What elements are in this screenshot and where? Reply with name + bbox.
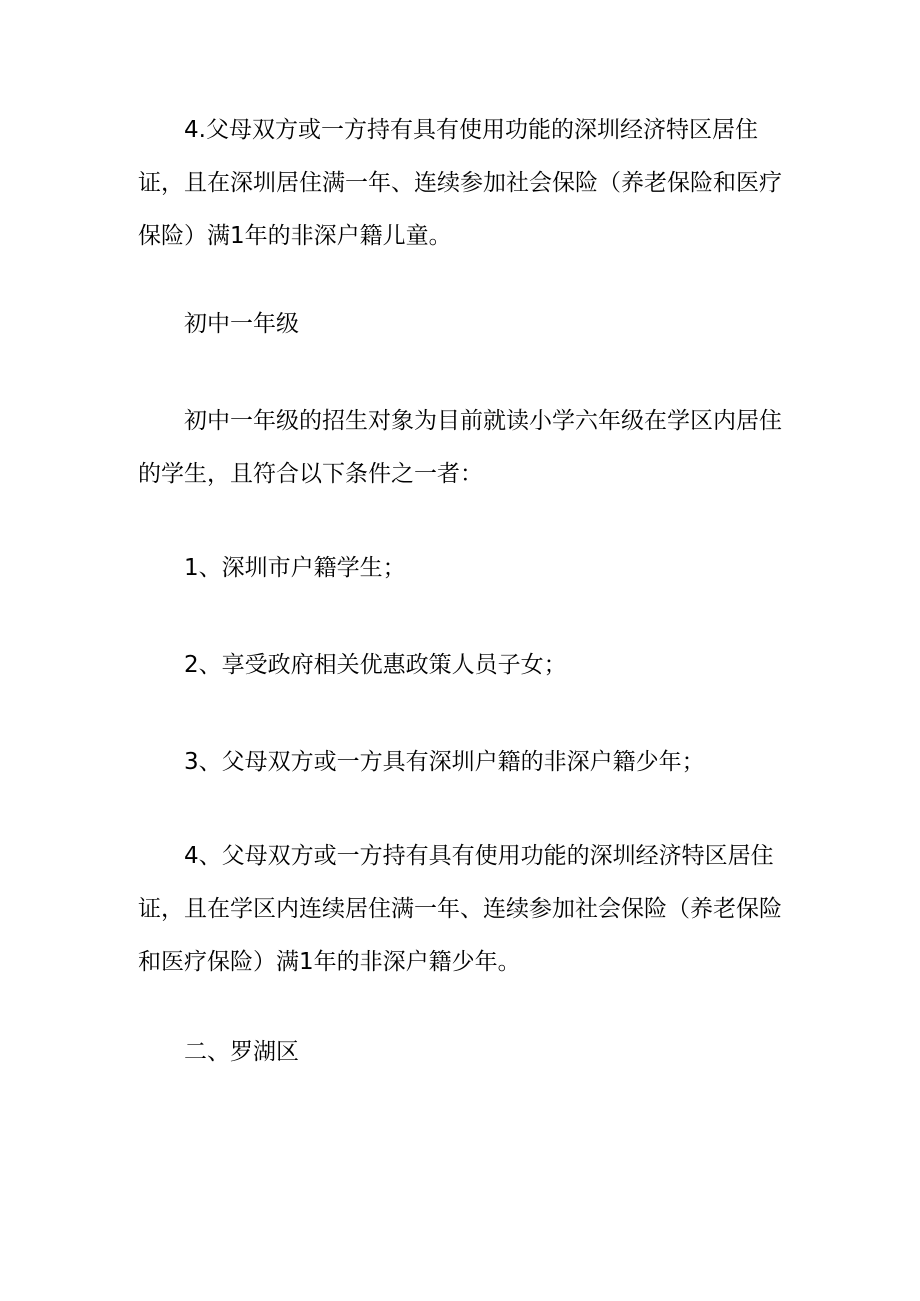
paragraph-grade-7-condition-2: 2、享受政府相关优惠政策人员子女； — [184, 652, 567, 678]
paragraph-grade-7-condition-4: 4、父母双方或一方持有具有使用功能的深圳经济特区居住证，且在学区内连续居住满一年、连续参加社会保险（养老保险和医疗保险）满1年的非深户籍少年。 — [138, 843, 782, 975]
paragraph-primary-condition-4: 4.父母双方或一方持有具有使用功能的深圳经济特区居住证，且在深圳居住满一年、连续参加社会保险（养老保险和医疗保险）满1年的非深户籍儿童。 — [138, 117, 782, 249]
paragraph-grade-7-intro: 初中一年级的招生对象为目前就读小学六年级在学区内居住的学生，且符合以下条件之一者： — [138, 408, 782, 487]
section-heading-luohu: 二、罗湖区 — [184, 1039, 299, 1065]
paragraph-grade-7-condition-3: 3、父母双方或一方具有深圳户籍的非深户籍少年； — [184, 749, 705, 775]
section-heading-grade-7: 初中一年级 — [184, 311, 299, 337]
paragraph-grade-7-condition-1: 1、深圳市户籍学生； — [184, 555, 406, 581]
